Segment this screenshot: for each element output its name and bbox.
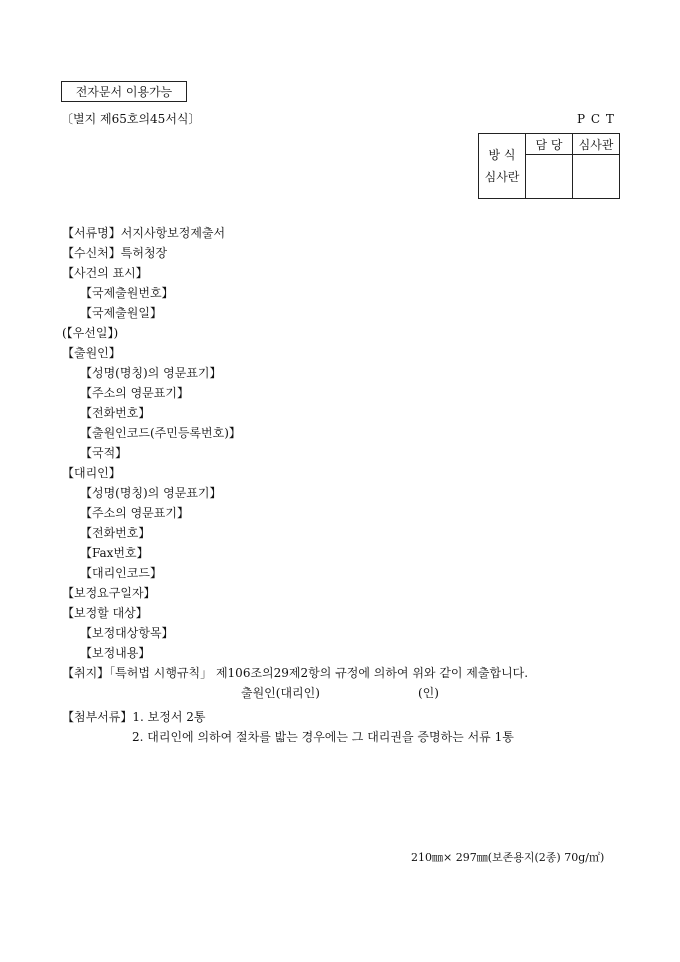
- exam-row-label-2: 심사란: [484, 170, 520, 184]
- intl-application-number: 【국제출원번호】: [80, 286, 174, 300]
- exam-col-dam: 담 당: [526, 134, 573, 155]
- intl-application-date: 【국제출원일】: [80, 306, 162, 320]
- exam-row-label: [479, 134, 526, 199]
- doc-title-line: 【서류명】서지사항보정제출서: [62, 226, 226, 240]
- agent-english-address: 【주소의 영문표기】: [80, 506, 189, 520]
- amendment-content: 【보정내용】: [80, 646, 151, 660]
- amendment-request-date: 【보정요구일자】: [62, 586, 156, 600]
- exam-col-simsa: 심사관: [573, 134, 620, 155]
- attachments-label: 【첨부서류】1. 보정서 2통: [62, 710, 206, 724]
- pct-label: P C T: [577, 112, 615, 126]
- purpose-statement: 【취지】「특허법 시행규칙」 제106조의29제2항의 규정에 의하여 위와 같이 제출합니다.: [62, 666, 529, 680]
- electronic-document-label: 전자문서 이용가능: [61, 81, 187, 102]
- applicant-english-name: 【성명(명칭)의 영문표기】: [80, 366, 222, 380]
- exam-row-label-1: 방 식: [488, 148, 516, 162]
- applicant-section: 【출원인】: [62, 346, 121, 360]
- amendment-target-item: 【보정대상항목】: [80, 626, 174, 640]
- agent-code: 【대리인코드】: [80, 566, 162, 580]
- signature-applicant: 출원인(대리인): [241, 686, 320, 700]
- applicant-phone: 【전화번호】: [80, 406, 151, 420]
- agent-phone: 【전화번호】: [80, 526, 151, 540]
- paper-spec-footer: 210㎜× 297㎜(보존용지(2종) 70g/㎡): [411, 851, 605, 864]
- amendment-target: 【보정할 대상】: [62, 606, 148, 620]
- agent-section: 【대리인】: [62, 466, 121, 480]
- signature-seal: (인): [418, 686, 439, 700]
- agent-fax: 【Fax번호】: [80, 546, 149, 560]
- applicant-english-address: 【주소의 영문표기】: [80, 386, 189, 400]
- applicant-nationality: 【국적】: [80, 446, 128, 460]
- exam-cell-simsa: [573, 155, 620, 199]
- examination-table: [478, 133, 620, 199]
- priority-date: (【우선일】): [62, 326, 119, 340]
- case-indication: 【사건의 표시】: [62, 266, 148, 280]
- agent-english-name: 【성명(명칭)의 영문표기】: [80, 486, 222, 500]
- attachment-item-2: 2. 대리인에 의하여 절차를 밟는 경우에는 그 대리권을 증명하는 서류 1통: [132, 730, 514, 744]
- applicant-code: 【출원인코드(주민등록번호)】: [80, 426, 241, 440]
- recipient-line: 【수신처】특허청장: [62, 246, 168, 260]
- form-reference: 〔별지 제65호의45서식〕: [61, 112, 201, 126]
- exam-cell-dam: [526, 155, 573, 199]
